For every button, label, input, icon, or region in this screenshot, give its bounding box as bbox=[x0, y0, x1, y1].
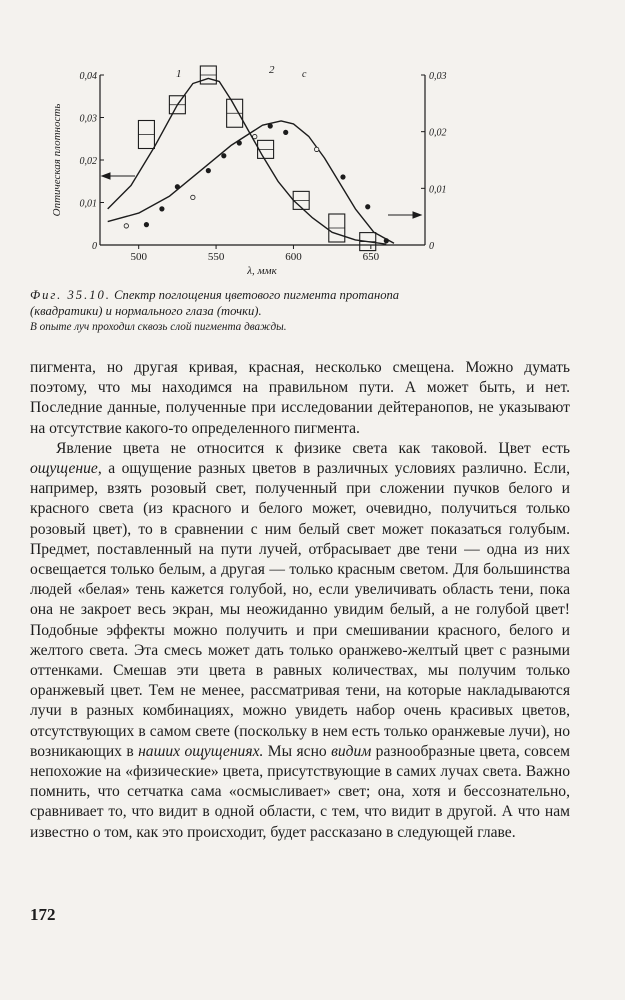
figure-title: Спектр поглощения цветового пигмента протанопа (квадратики) и нормального глаза (точки). bbox=[30, 288, 400, 318]
y-left-tick-label-3: 0,03 bbox=[79, 113, 97, 125]
normal-eye-dot-7 bbox=[237, 141, 241, 145]
right-axis-arrow bbox=[388, 212, 421, 218]
p2-text-c: Мы ясно bbox=[263, 742, 332, 760]
figure-caption bbox=[30, 287, 470, 335]
y-right-tick-label-1: 0,01 bbox=[429, 184, 447, 196]
normal-eye-dot-0 bbox=[124, 224, 128, 228]
p2-text-a: Явление цвета не относится к физике света как таковой. Цвет есть bbox=[56, 439, 570, 457]
x-tick-label-1: 550 bbox=[207, 251, 225, 263]
x-tick-label-0: 500 bbox=[130, 251, 147, 263]
normal-eye-dot-14 bbox=[384, 239, 388, 243]
normal-eye-dot-2 bbox=[160, 207, 164, 211]
x-axis-title: λ, ммк bbox=[247, 265, 277, 277]
figure-note: В опыте луч проходил сквозь слой пигмента дважды. bbox=[30, 321, 287, 333]
curve-2 bbox=[108, 121, 394, 243]
p2-text-d: разнообразные цвета, совсем непохожие на «физические» цвета, присутствующие в самих лучах света. Важно помнить, что сетчатка сама «осмысливает» свет; она, хотя и бессознательно, сравнивает то, что видит в одной области, с тем, что видит в другой. А что нам известно о том, как это происходит, будет рассказано в следующей главе. bbox=[30, 742, 571, 841]
normal-eye-dot-12 bbox=[341, 175, 345, 179]
body-text bbox=[30, 358, 570, 843]
y-left-tick-label-0: 0 bbox=[92, 241, 97, 252]
p2-emphasis-our-sensations: наших ощущениях. bbox=[138, 742, 264, 760]
figure-label: Фиг. 35.10. bbox=[30, 288, 111, 302]
y-left-tick-label-1: 0,01 bbox=[79, 198, 97, 210]
normal-eye-dot-1 bbox=[144, 222, 148, 226]
curve-1-label: 1 bbox=[176, 68, 182, 80]
p2-emphasis-sensation: ощущение bbox=[30, 460, 98, 478]
normal-eye-dot-9 bbox=[268, 124, 272, 128]
absorption-spectrum-chart bbox=[40, 55, 460, 285]
normal-eye-dot-4 bbox=[191, 195, 195, 199]
y-right-tick-label-2: 0,02 bbox=[429, 127, 447, 139]
normal-eye-dot-6 bbox=[222, 154, 226, 158]
normal-eye-dot-13 bbox=[366, 205, 370, 209]
x-tick-label-3: 650 bbox=[362, 251, 380, 263]
normal-eye-dot-5 bbox=[206, 168, 210, 172]
x-tick-label-2: 600 bbox=[285, 251, 302, 263]
left-axis-arrow bbox=[102, 173, 135, 179]
normal-eye-dot-11 bbox=[314, 147, 318, 151]
y-right-tick-label-0: 0 bbox=[429, 241, 434, 252]
p2-emphasis-see: видим bbox=[331, 742, 372, 760]
normal-eye-dot-8 bbox=[253, 134, 257, 138]
p2-text-b: , а ощущение разных цветов в различных условиях различно. Если, например, взять розовый свет, полученный при сложении пучков белого и красного света (из красного и белого может, очевидно, получиться только розовый цвет), то в сравнении с ним белый свет может показаться голубым. Предмет, поставленный на пути лучей, отбрасывает две тени — одна из них освещается только белым, а другая — только красным светом. Для большинства людей «белая» тень кажется голубой, но, если увеличивать область тени, пока она не закроет весь экран, мы неожиданно увидим белый, а не голубой цвет! Подобные эффекты можно получить и при смешивании красного, белого и желтого света. Эта смесь может дать только оранжево-желтый цвет с разными оттенками. Смешав эти цвета в равных количествах, мы получим только оранжевый цвет. Тем не менее, рассматривая тени, на которые накладываются лучи в разных комбинациях, можно увидеть набор очень красивых цветов, отсутствующих в самом свете (поскольку в нем есть только оранжевые лучи), но возникающих в bbox=[30, 460, 570, 760]
paragraph-2 bbox=[30, 439, 570, 843]
page-number: 172 bbox=[30, 905, 56, 924]
y-left-tick-label-4: 0,04 bbox=[79, 71, 97, 82]
y-axis-title: Оптическая плотность bbox=[51, 103, 63, 217]
normal-eye-dot-10 bbox=[284, 130, 288, 134]
curve-c-label: c bbox=[302, 69, 307, 80]
y-left-tick-label-2: 0,02 bbox=[79, 156, 97, 167]
y-right-tick-label-3: 0,03 bbox=[429, 71, 447, 82]
paragraph-1: пигмента, но другая кривая, красная, несколько смещена. Можно думать поэтому, что мы находимся на правильном пути. А может быть, и нет. Последние данные, полученные при исследовании дейтеранопов, не указывают на отсутствие какого-то определенного пигмента. bbox=[30, 359, 570, 437]
curve-2-label: 2 bbox=[269, 64, 275, 76]
normal-eye-dot-3 bbox=[175, 185, 179, 189]
